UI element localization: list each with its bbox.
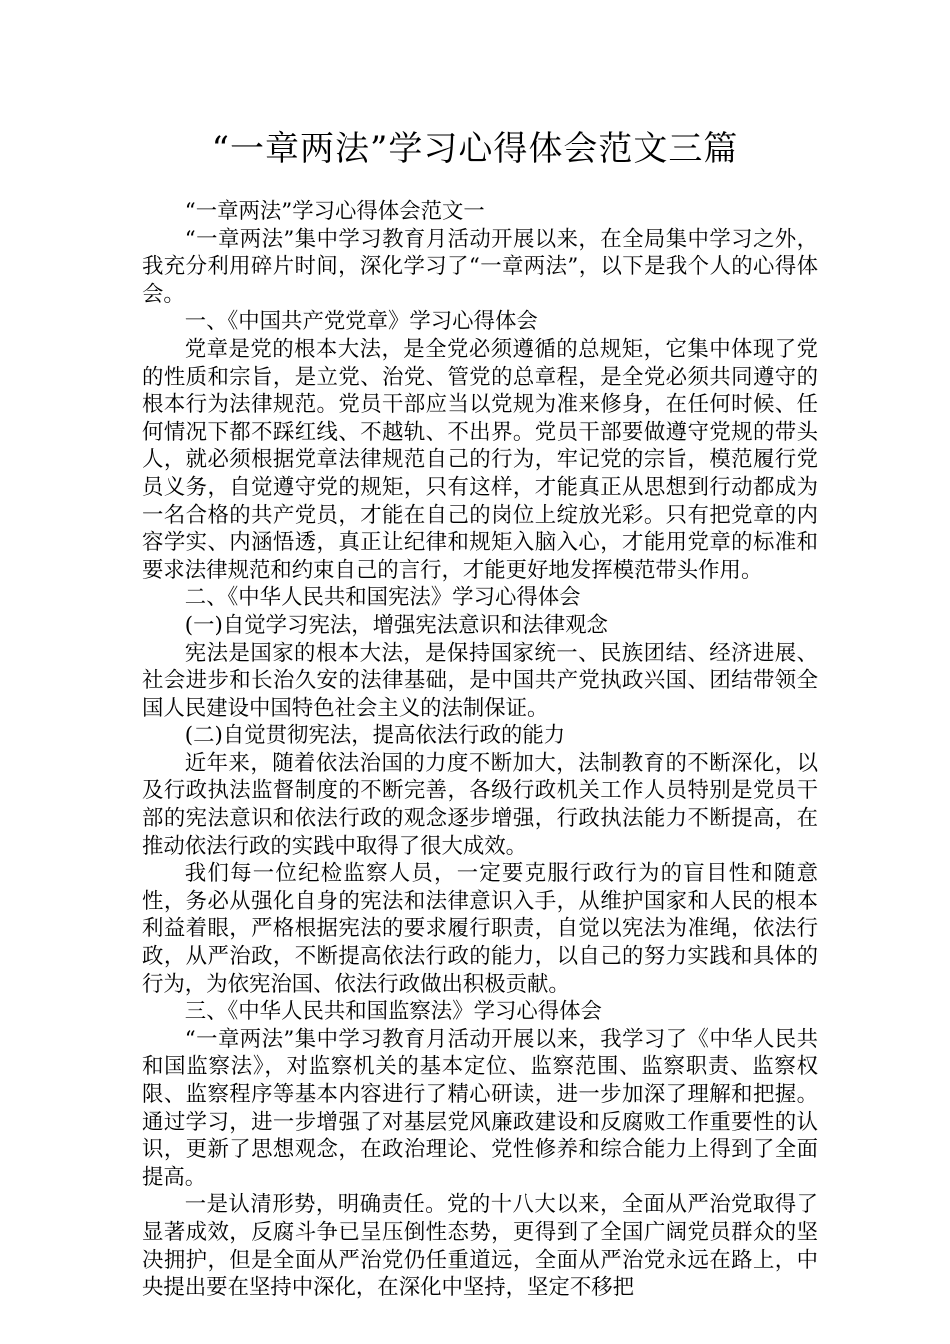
paragraph-supervision-law: “一章两法”集中学习教育月活动开展以来，我学习了《中华人民共和国监察法》，对监察机关的基本定位、监察范围、监察职责、监察权限、监察程序等基本内容进行了精心研读，进一步加深了理解和把握。通过学习，进一步增强了对基层党风廉政建设和反腐败工作重要性的认识，更新了思想观念，在政治理论、党性修养和综合能力上得到了全面提高。 [142, 1026, 818, 1190]
subheading-study-constitution: (一)自觉学习宪法，增强宪法意识和法律观念 [184, 612, 608, 638]
paragraph-recognize-situation: 一是认清形势，明确责任。党的十八大以来，全面从严治党取得了显著成效，反腐斗争已呈压倒性态势，更得到了全国广阔党员群众的坚决拥护，但是全面从严治党仍任重道远，全面从严治党永远在路上，中央提出要在坚持中深化，在深化中坚持，坚定不移把 [142, 1192, 818, 1301]
document-title: “一章两法”学习心得体会范文三篇 [211, 129, 739, 169]
paragraph-intro: “一章两法”集中学习教育月活动开展以来，在全局集中学习之外，我充分利用碎片时间，深化学习了“一章两法”，以下是我个人的心得体会。 [142, 226, 818, 307]
section-heading-party-constitution: 一、《中国共产党党章》学习心得体会 [184, 309, 538, 335]
section-heading-constitution: 二、《中华人民共和国宪法》学习心得体会 [184, 585, 581, 611]
subheading-implement-constitution: (二)自觉贯彻宪法，提高依法行政的能力 [184, 723, 566, 749]
paragraph-constitution-basis: 宪法是国家的根本大法，是保持国家统一、民族团结、经济进展、社会进步和长治久安的法律基础，是中国共产党执政兴国、团结带领全国人民建设中国特色社会主义的法制保证。 [142, 640, 818, 721]
section-heading-supervision-law: 三、《中华人民共和国监察法》学习心得体会 [184, 999, 602, 1025]
paragraph-discipline-staff: 我们每一位纪检监察人员，一定要克服行政行为的盲目性和随意性，务必从强化自身的宪法和法律意识入手，从维护国家和人民的根本利益着眼，严格根据宪法的要求履行职责，自觉以宪法为准绳，依法行政，从严治政，不断提高依法行政的能力，以自己的努力实践和具体的行为，为依宪治国、依法行政做出积极贡献。 [142, 861, 818, 997]
paragraph-law-enforcement: 近年来，随着依法治国的力度不断加大，法制教育的不断深化，以及行政执法监督制度的不断完善，各级行政机关工作人员特别是党员干部的宪法意识和依法行政的观念逐步增强，行政执法能力不断提高，在推动依法行政的实践中取得了很大成效。 [142, 750, 818, 859]
paragraph-party-constitution: 党章是党的根本大法，是全党必须遵循的总规矩，它集中体现了党的性质和宗旨，是立党、治党、管党的总章程，是全党必须共同遵守的根本行为法律规范。党员干部应当以党规为准来修身，在任何时候、任何情况下都不踩红线、不越轨、不出界。党员干部要做遵守党规的带头人，就必须根据党章法律规范自己的行为，牢记党的宗旨，模范履行党员义务，自觉遵守党的规矩，只有这样，才能真正从思想到行动都成为一名合格的共产党员，才能在自己的岗位上绽放光彩。只有把党章的内容学实、内涵悟透，真正让纪律和规矩入脑入心，才能用党章的标准和要求法律规范和约束自己的言行，才能更好地发挥模范带头作用。 [142, 336, 818, 583]
section-heading-essay-one: “一章两法”学习心得体会范文一 [184, 199, 485, 224]
document-body [142, 198, 818, 1302]
